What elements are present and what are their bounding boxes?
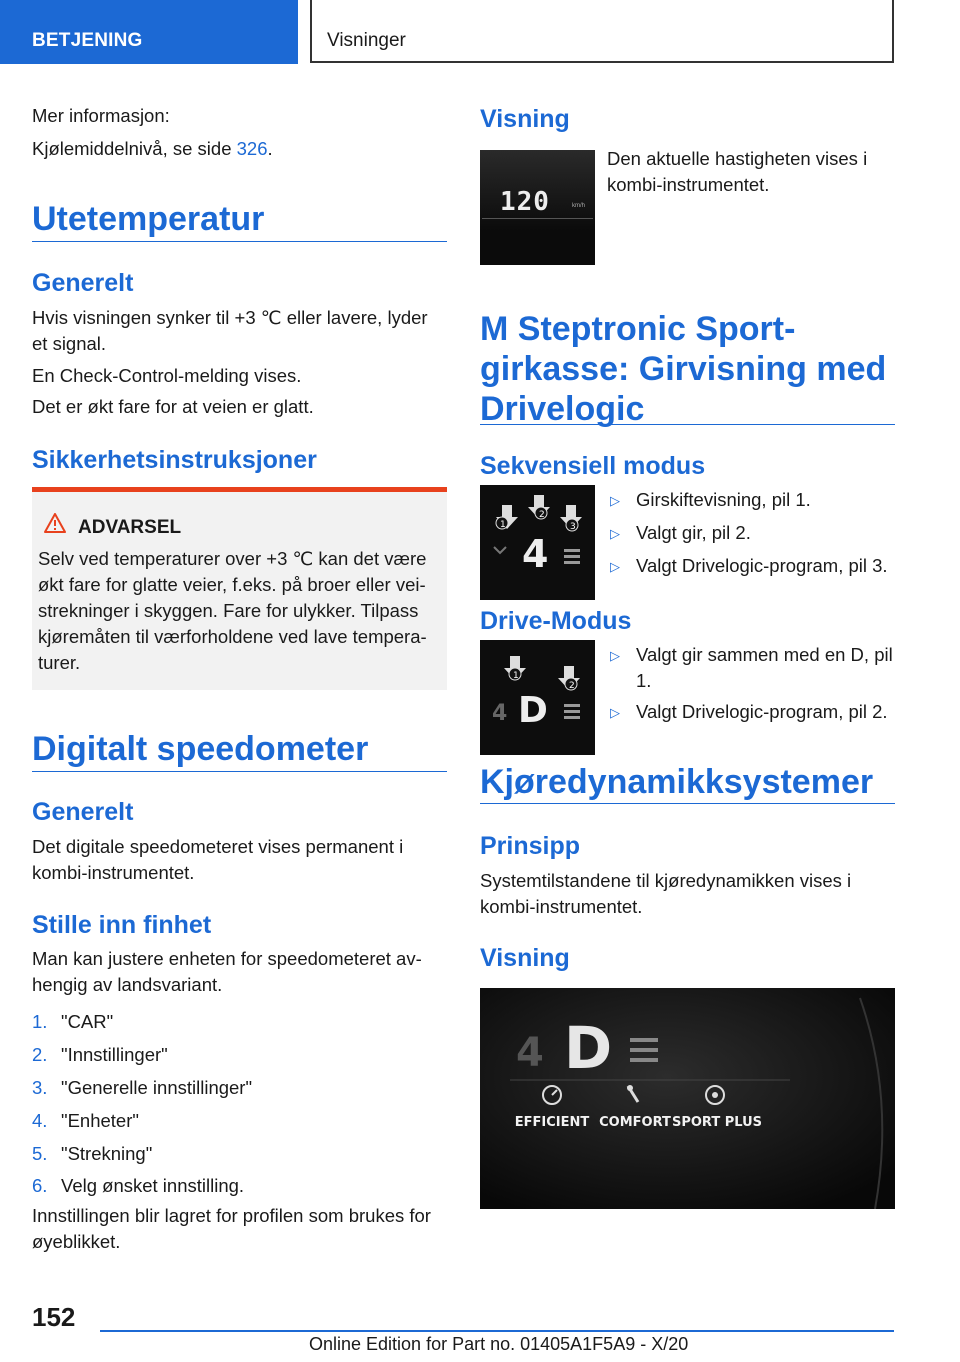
warning-box	[32, 487, 447, 690]
step-number: 4.	[32, 1110, 48, 1131]
display1-paragraph: Den aktuelle hastigheten vises i kombi-instrumentet.	[607, 148, 868, 195]
bullet-triangle-icon: ▷	[610, 559, 620, 574]
heading-rule	[480, 803, 895, 804]
mode-comfort: COMFORT	[599, 1115, 671, 1130]
section-title: Visninger	[327, 30, 406, 51]
heading-display-1: Visning	[480, 105, 570, 133]
driving-dynamics-image	[480, 988, 895, 1209]
heading-display-2: Visning	[480, 944, 570, 972]
driving-modes-display	[480, 988, 895, 1209]
bullet-triangle-icon: ▷	[610, 493, 620, 508]
chapter-tab	[0, 0, 298, 64]
list-item: Valgt Drivelogic-program, pil 2.	[636, 701, 888, 722]
heading-principle: Prinsipp	[480, 832, 581, 860]
general1-paragraph-1: Hvis visningen synker til +3 ℃ eller lavere, lyder et signal.	[32, 307, 428, 354]
mode-efficient: EFFICIENT	[514, 1115, 590, 1130]
page-number: 152	[32, 1302, 76, 1332]
sequential-mode-image	[480, 485, 595, 600]
general1-paragraph-2: En Check-Control-melding vises.	[32, 365, 302, 386]
bullet-triangle-icon: ▷	[610, 705, 620, 720]
speed-unit: km/h	[572, 203, 586, 209]
heading-rule	[480, 424, 895, 425]
step-text: "Generelle innstillinger"	[61, 1077, 253, 1098]
speedometer-image	[480, 150, 595, 265]
list-item: Valgt Drivelogic-program, pil 3.	[636, 555, 888, 576]
heading-drive-mode: Drive-Modus	[480, 607, 632, 635]
gear-value: D	[564, 1014, 613, 1082]
step-text: "Innstillinger"	[61, 1044, 168, 1065]
arrow-label: 1	[513, 671, 519, 681]
heading-steptronic: M Steptronic Sportgirkasse: Girvisning med Drivelogic	[480, 310, 887, 428]
drive-gear-graphic	[480, 640, 595, 755]
list-item: Girskiftevisning, pil 1.	[636, 489, 811, 510]
heading-general-1: Generelt	[32, 269, 134, 297]
previous-gear: 4	[492, 701, 508, 726]
step-number: 1.	[32, 1011, 48, 1032]
list-item: Valgt gir sammen med en D, pil 1.	[636, 644, 893, 691]
coolant-page-link[interactable]: 326	[236, 138, 268, 159]
gear-value: D	[518, 690, 548, 731]
mode-sport-plus: SPORT PLUS	[671, 1115, 763, 1130]
warning-title: ADVARSEL	[78, 517, 182, 538]
sequential-gear-graphic	[480, 485, 595, 600]
chapter-title: BETJENING	[32, 30, 143, 51]
general1-paragraph-3: Det er økt fare for at veien er glatt.	[32, 396, 314, 417]
arrow-label: 1	[500, 520, 506, 530]
general2-paragraph: Det digitale speedometeret vises permanent i kombi-instrumentet.	[32, 836, 404, 883]
speed-value: 120	[500, 187, 550, 217]
step-text: "CAR"	[61, 1011, 114, 1032]
warning-triangle-icon	[44, 513, 66, 533]
gear-value: 4	[522, 532, 549, 576]
arrow-label: 2	[569, 681, 575, 691]
bullet-triangle-icon: ▷	[610, 526, 620, 541]
heading-safety: Sikkerhetsinstruksjoner	[32, 446, 317, 474]
footer-rule	[100, 1330, 894, 1332]
section-header	[310, 0, 894, 63]
steps-list	[32, 1011, 447, 1201]
previous-gear: 4	[516, 1030, 544, 1076]
heading-sequential-mode: Sekvensiell modus	[480, 452, 706, 480]
list-item: Valgt gir, pil 2.	[636, 522, 751, 543]
step-text: "Enheter"	[61, 1110, 139, 1131]
principle-paragraph: Systemtilstandene til kjøredynamikken vises i kombi-instrumentet.	[480, 870, 852, 917]
more-info-label: Mer informasjon:	[32, 105, 170, 126]
step-number: 3.	[32, 1077, 48, 1098]
heading-digital-speedometer: Digitalt speedometer	[32, 730, 369, 768]
unit-paragraph: Man kan justere enheten for speedometeret avhengig av landsvariant.	[32, 948, 422, 995]
heading-set-unit: Stille inn finhet	[32, 911, 212, 939]
footer-edition: Online Edition for Part no. 01405A1F5A9 - X/20	[309, 1334, 689, 1354]
arrow-label: 2	[539, 510, 545, 520]
coolant-reference: Kjølemiddelnivå, se side 326.	[32, 138, 273, 159]
heading-general-2: Generelt	[32, 798, 134, 826]
heading-rule	[32, 771, 447, 772]
step-number: 6.	[32, 1175, 48, 1196]
arrow-label: 3	[570, 522, 576, 532]
bullet-triangle-icon: ▷	[610, 648, 620, 663]
heading-outside-temperature: Utetemperatur	[32, 200, 265, 238]
step-text: Velg ønsket innstilling.	[61, 1175, 245, 1196]
step-text: "Strekning"	[61, 1143, 153, 1164]
step-number: 5.	[32, 1143, 48, 1164]
heading-rule	[32, 241, 447, 242]
heading-driving-dynamics: Kjøredynamikksystemer	[480, 763, 874, 801]
saved-paragraph: Innstillingen blir lagret for profilen som brukes for øyeblikket.	[32, 1205, 431, 1252]
step-number: 2.	[32, 1044, 48, 1065]
warning-text: Selv ved temperaturer over +3 ℃ kan det være økt fare for glatte veier, f.eks. på broer eller veistrekninger i skyggen. Fare for ulykker. Tilpass kjøremåten til værforholdene ved lave temperaturer.	[38, 548, 427, 673]
drive-mode-image	[480, 640, 595, 755]
